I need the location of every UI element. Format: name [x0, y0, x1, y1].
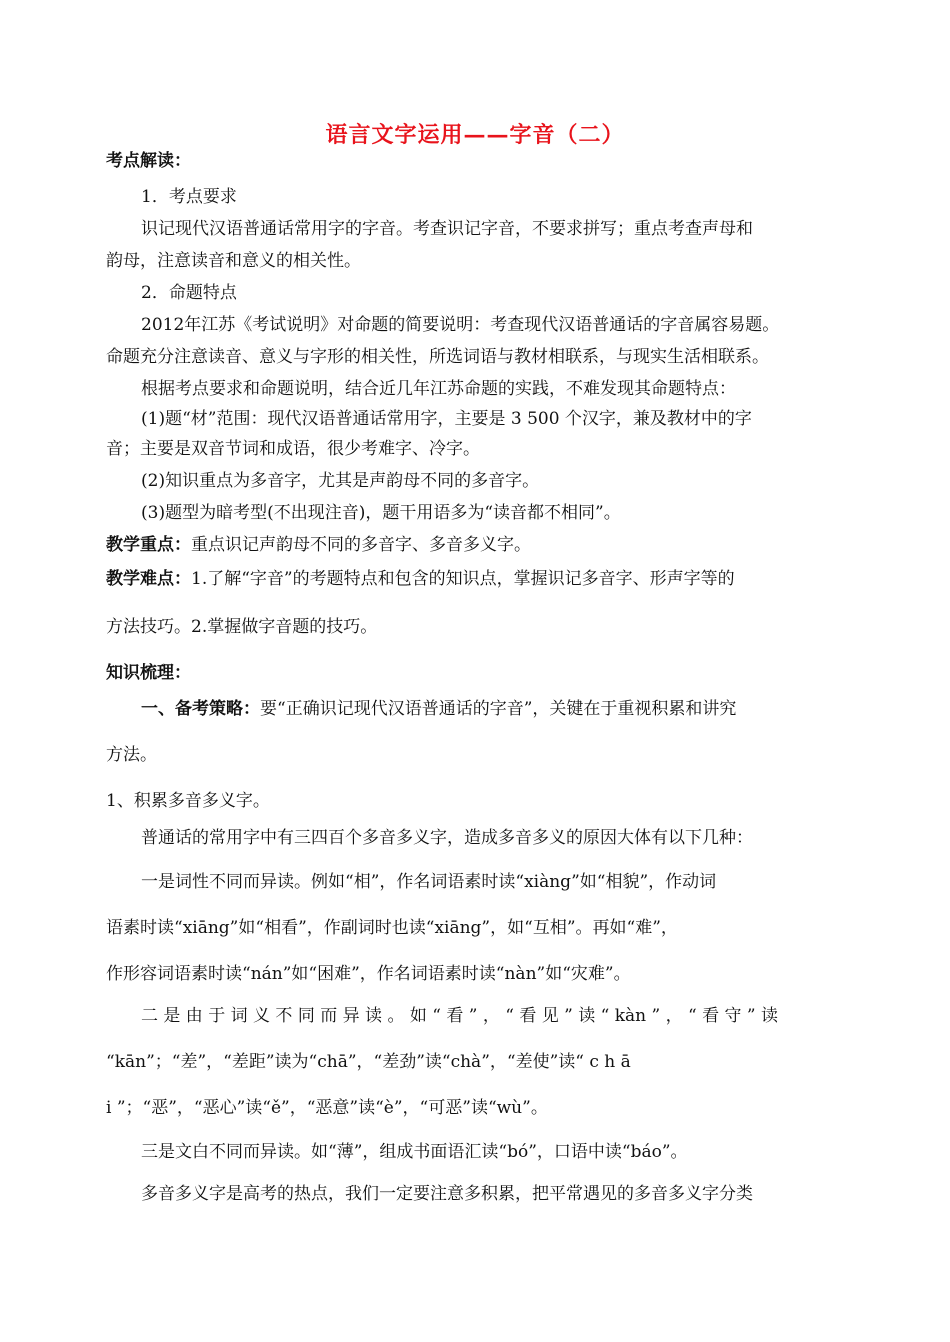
strategy-label: 一、备考策略： [141, 699, 260, 719]
paragraph-pos-line3: 作形容词语素时读“nán”如“困难”，作名词语素时读“nàn”如“灾难”。 [106, 964, 631, 984]
teaching-key-point [0, 533, 950, 557]
feature3: (3)题型为暗考型(不出现注音)，题干用语多为“读音都不相同”。 [141, 503, 621, 523]
paragraph-intro: 普通话的常用字中有三四百个多音多义字，造成多音多义的原因大体有以下几种： [141, 828, 753, 848]
section-heading-kaodian: 考点解读： [106, 151, 191, 171]
item2-heading: 2．命题特点 [141, 283, 237, 303]
teaching-difficulty-label: 教学难点： [106, 569, 191, 589]
teaching-difficulty-text-line2: 方法技巧。2.掌握做字音题的技巧。 [106, 617, 378, 637]
paragraph-meaning-line3: i ”；“恶”，“恶心”读“ě”，“恶意”读“è”，“可恶”读“wù”。 [106, 1098, 548, 1118]
teaching-difficulty [0, 567, 950, 591]
teaching-key-text: 重点识记声韵母不同的多音字、多音多义字。 [191, 535, 531, 555]
feature2: (2)知识重点为多音字，尤其是声韵母不同的多音字。 [141, 471, 540, 491]
paragraph-summary: 多音多义字是高考的热点，我们一定要注意多积累，把平常遇见的多音多义字分类 [141, 1184, 753, 1204]
teaching-key-label: 教学重点： [106, 535, 191, 555]
item2-paragraph-line3: 根据考点要求和命题说明，结合近几年江苏命题的实践，不难发现其命题特点： [141, 379, 736, 399]
paragraph-pos-line1: 一是词性不同而异读。例如“相”，作名词语素时读“xiàng”如“相貌”，作动词 [141, 872, 717, 892]
item2-paragraph-line2: 命题充分注意读音、意义与字形的相关性，所选词语与教材相联系，与现实生活相联系。 [106, 347, 769, 367]
paragraph-meaning-line2: “kān”；“差”，“差距”读为“chā”，“差劲”读“chà”，“差使”读“ c h ā [106, 1052, 631, 1072]
section-heading-zhishi: 知识梳理： [106, 663, 191, 683]
subsection-heading-1: 1、积累多音多义字。 [106, 791, 270, 811]
feature1-line2: 音；主要是双音节词和成语，很少考难字、冷字。 [106, 439, 480, 459]
item1-paragraph-line2: 韵母，注意读音和意义的相关性。 [106, 251, 361, 271]
paragraph-literary-colloquial: 三是文白不同而异读。如“薄”，组成书面语汇读“bó”，口语中读“báo”。 [141, 1142, 688, 1162]
paragraph-meaning-line1: 二 是 由 于 词 义 不 同 而 异 读 。 如 “ 看 ” ， “ 看 见 ” 读 “ kàn ” ， “ 看 守 ” 读 [141, 1006, 779, 1026]
item2-paragraph-line1: 2012年江苏《考试说明》对命题的简要说明：考查现代汉语普通话的字音属容易题。 [141, 315, 780, 335]
item1-paragraph-line1: 识记现代汉语普通话常用字的字音。考查识记字音，不要求拼写；重点考查声母和 [141, 219, 753, 239]
strategy-text-line2: 方法。 [106, 745, 157, 765]
teaching-difficulty-text-line1: 1.了解“字音”的考题特点和包含的知识点，掌握识记多音字、形声字等的 [191, 569, 735, 589]
strategy-line1 [0, 697, 950, 721]
feature1-line1: (1)题“材”范围：现代汉语普通话常用字，主要是 3 500 个汉字，兼及教材中的字 [141, 409, 752, 429]
item1-heading: 1．考点要求 [141, 187, 237, 207]
strategy-text-line1: 要“正确识记现代汉语普通话的字音”，关键在于重视积累和讲究 [260, 699, 737, 719]
document-title: 语言文字运用——字音（二） [325, 122, 625, 148]
paragraph-pos-line2: 语素时读“xiāng”如“相看”，作副词时也读“xiāng”，如“互相”。再如“难”， [106, 918, 678, 938]
